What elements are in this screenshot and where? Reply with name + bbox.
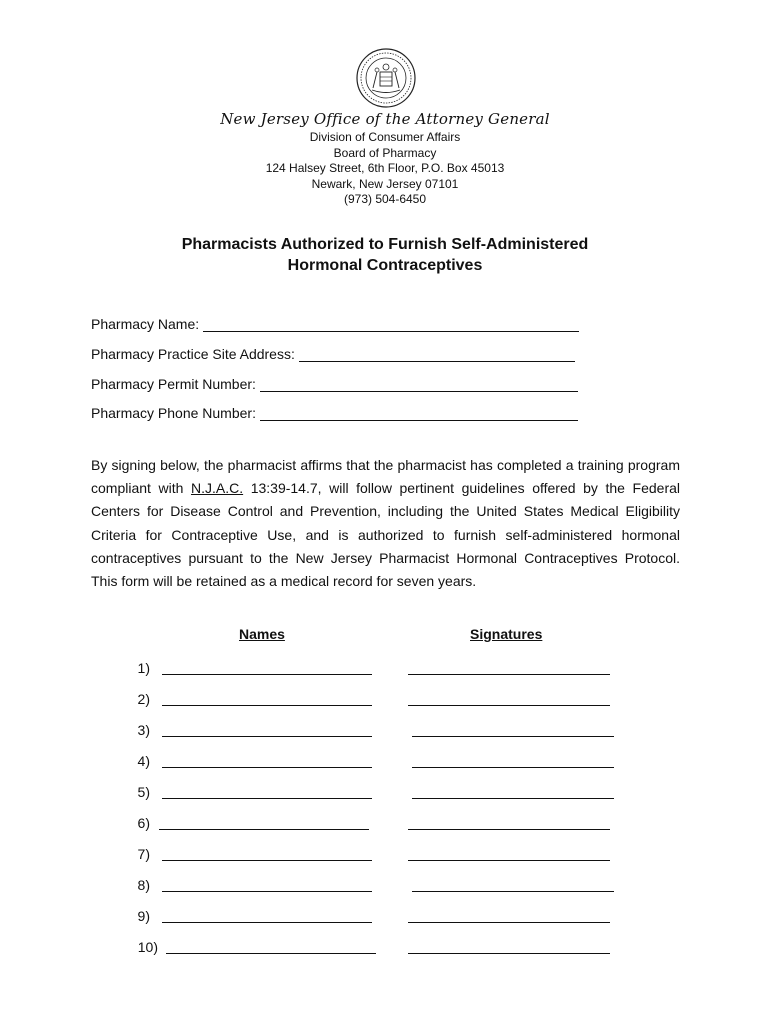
name-line[interactable]: [162, 798, 372, 799]
signature-line[interactable]: [408, 829, 610, 830]
signature-line[interactable]: [408, 922, 610, 923]
phone-number-label: Pharmacy Phone Number:: [91, 405, 256, 421]
form-title: [0, 234, 770, 276]
pharmacy-name-label: Pharmacy Name:: [91, 316, 200, 332]
row-number: 9): [137, 908, 150, 924]
permit-number-line[interactable]: [260, 377, 578, 392]
state-seal-icon: [356, 48, 416, 108]
row-number: 2): [137, 691, 150, 707]
pharmacy-name-line[interactable]: [203, 317, 579, 332]
phone-number-line[interactable]: [260, 406, 578, 421]
signature-line[interactable]: [412, 798, 614, 799]
name-line[interactable]: [166, 953, 376, 954]
signature-row: [0, 690, 770, 710]
address-line-phone: (973) 504-6450: [343, 192, 427, 206]
signature-row: [0, 721, 770, 741]
address-line-city: Newark, New Jersey 07101: [311, 176, 459, 191]
name-line[interactable]: [162, 767, 372, 768]
form-title-line-1: Pharmacists Authorized to Furnish Self-Administered: [181, 236, 589, 253]
name-line[interactable]: [162, 922, 372, 923]
phone-number-field[interactable]: [91, 403, 578, 421]
site-address-line[interactable]: [299, 347, 575, 362]
signature-line[interactable]: [412, 891, 614, 892]
address-line-division: Division of Consumer Affairs: [309, 130, 461, 144]
permit-number-label: Pharmacy Permit Number:: [91, 376, 256, 392]
signature-row: [0, 938, 770, 958]
signatures-column-header: Signatures: [470, 626, 543, 642]
name-line[interactable]: [162, 891, 372, 892]
name-line[interactable]: [162, 705, 372, 706]
statement-text-after: 13:39-14.7, will follow pertinent guidelines offered by the Federal Centers for Disease Control and Prevention, including the United States Medical Eligibility Criteria for Contraceptive Use, and is authorized to furnish self-administered hormonal contraceptives pursuant to the New Jersey Pharmacist Hormonal Contraceptives Protocol. This form will be retained as a medical record for seven years.: [91, 480, 681, 590]
signature-row: [0, 659, 770, 679]
names-column-header: Names: [239, 626, 285, 642]
signature-row: [0, 752, 770, 772]
name-line[interactable]: [162, 860, 372, 861]
row-number: 10): [137, 939, 158, 955]
row-number: 6): [137, 815, 150, 831]
signature-line[interactable]: [408, 705, 610, 706]
site-address-label: Pharmacy Practice Site Address:: [91, 346, 295, 362]
name-line[interactable]: [162, 674, 372, 675]
pharmacy-name-field[interactable]: [91, 314, 579, 332]
signature-line[interactable]: [408, 674, 610, 675]
form-title-line-2: Hormonal Contraceptives: [287, 257, 483, 274]
row-number: 3): [137, 722, 150, 738]
affirmation-statement: [91, 454, 680, 593]
address-line-board: Board of Pharmacy: [333, 145, 437, 160]
signature-line[interactable]: [408, 860, 610, 861]
row-number: 8): [137, 877, 150, 893]
signature-line[interactable]: [408, 953, 610, 954]
signature-line[interactable]: [412, 767, 614, 768]
site-address-field[interactable]: [91, 344, 575, 362]
row-number: 1): [137, 660, 150, 676]
row-number: 7): [137, 846, 150, 862]
signature-row: [0, 876, 770, 896]
name-line[interactable]: [159, 829, 369, 830]
address-line-street: 124 Halsey Street, 6th Floor, P.O. Box 45013: [265, 161, 505, 175]
office-name: New Jersey Office of the Attorney General: [220, 110, 550, 128]
signature-row: [0, 845, 770, 865]
signature-row: [0, 907, 770, 927]
signature-row: [0, 814, 770, 834]
permit-number-field[interactable]: [91, 374, 578, 392]
row-number: 4): [137, 753, 150, 769]
row-number: 5): [137, 784, 150, 800]
njac-link[interactable]: N.J.A.C.: [190, 480, 244, 497]
name-line[interactable]: [162, 736, 372, 737]
signature-line[interactable]: [412, 736, 614, 737]
statement-text-before: By signing below, the pharmacist affirms that the pharmacist has completed a training program compliant with: [91, 457, 680, 497]
signature-row: [0, 783, 770, 803]
